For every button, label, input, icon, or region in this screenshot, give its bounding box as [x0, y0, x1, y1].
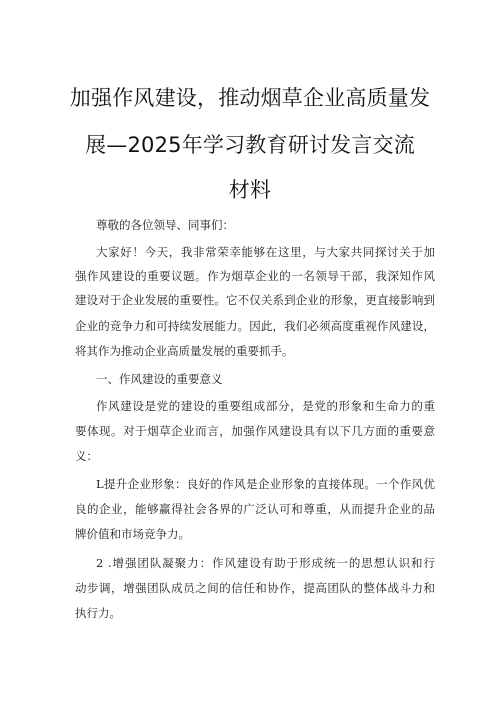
- document-title-line-3: 材料: [228, 178, 272, 202]
- paragraph-1-line-5: 将其作为推动企业高质量发展的重要抓手。: [75, 344, 294, 358]
- paragraph-1-line-1: 大家好！今天，我非常荣幸能够在这里，与大家共同探讨关于加: [96, 245, 435, 259]
- salutation: 尊敬的各位领导、同事们：: [96, 218, 234, 232]
- paragraph-1-line-3: 建设对于企业发展的重要性。它不仅关系到企业的形象，更直接影响到: [75, 293, 435, 307]
- document-title-line-2: 展—2025年学习教育研讨发言交流: [85, 133, 415, 157]
- list-item-1-line-3: 牌价值和市场竞争力。: [75, 527, 190, 541]
- section-heading-1: 一、作风建设的重要意义: [96, 372, 223, 386]
- list-item-1-line-1: L提升企业形象：良好的作风是企业形象的直接体现。一个作风优: [96, 477, 435, 491]
- list-item-2-line-1: 2 .增强团队凝聚力：作风建设有助于形成统一的思想认识和行: [96, 556, 435, 570]
- paragraph-1-line-2: 强作风建设的重要议题。作为烟草企业的一名领导干部，我深知作风: [75, 269, 435, 283]
- list-item-1-line-2: 良的企业，能够赢得社会各界的广泛认可和尊重，从而提升企业的品: [75, 502, 435, 516]
- list-item-2-line-3: 执行力。: [75, 606, 121, 620]
- paragraph-2-line-3: 义：: [75, 449, 98, 463]
- list-item-2-line-2: 动步调，增强团队成员之间的信任和协作，提高团队的整体战斗力和: [75, 581, 435, 595]
- paragraph-2-line-1: 作风建设是党的建设的重要组成部分，是党的形象和生命力的重: [96, 399, 435, 413]
- paragraph-2-line-2: 要体现。对于烟草企业而言，加强作风建设具有以下几方面的重要意: [75, 424, 435, 438]
- document-title-line-1: 加强作风建设，推动烟草企业高质量发: [69, 86, 431, 110]
- paragraph-1-line-4: 企业的竞争力和可持续发展能力。因此，我们必须高度重视作风建设，: [75, 319, 435, 333]
